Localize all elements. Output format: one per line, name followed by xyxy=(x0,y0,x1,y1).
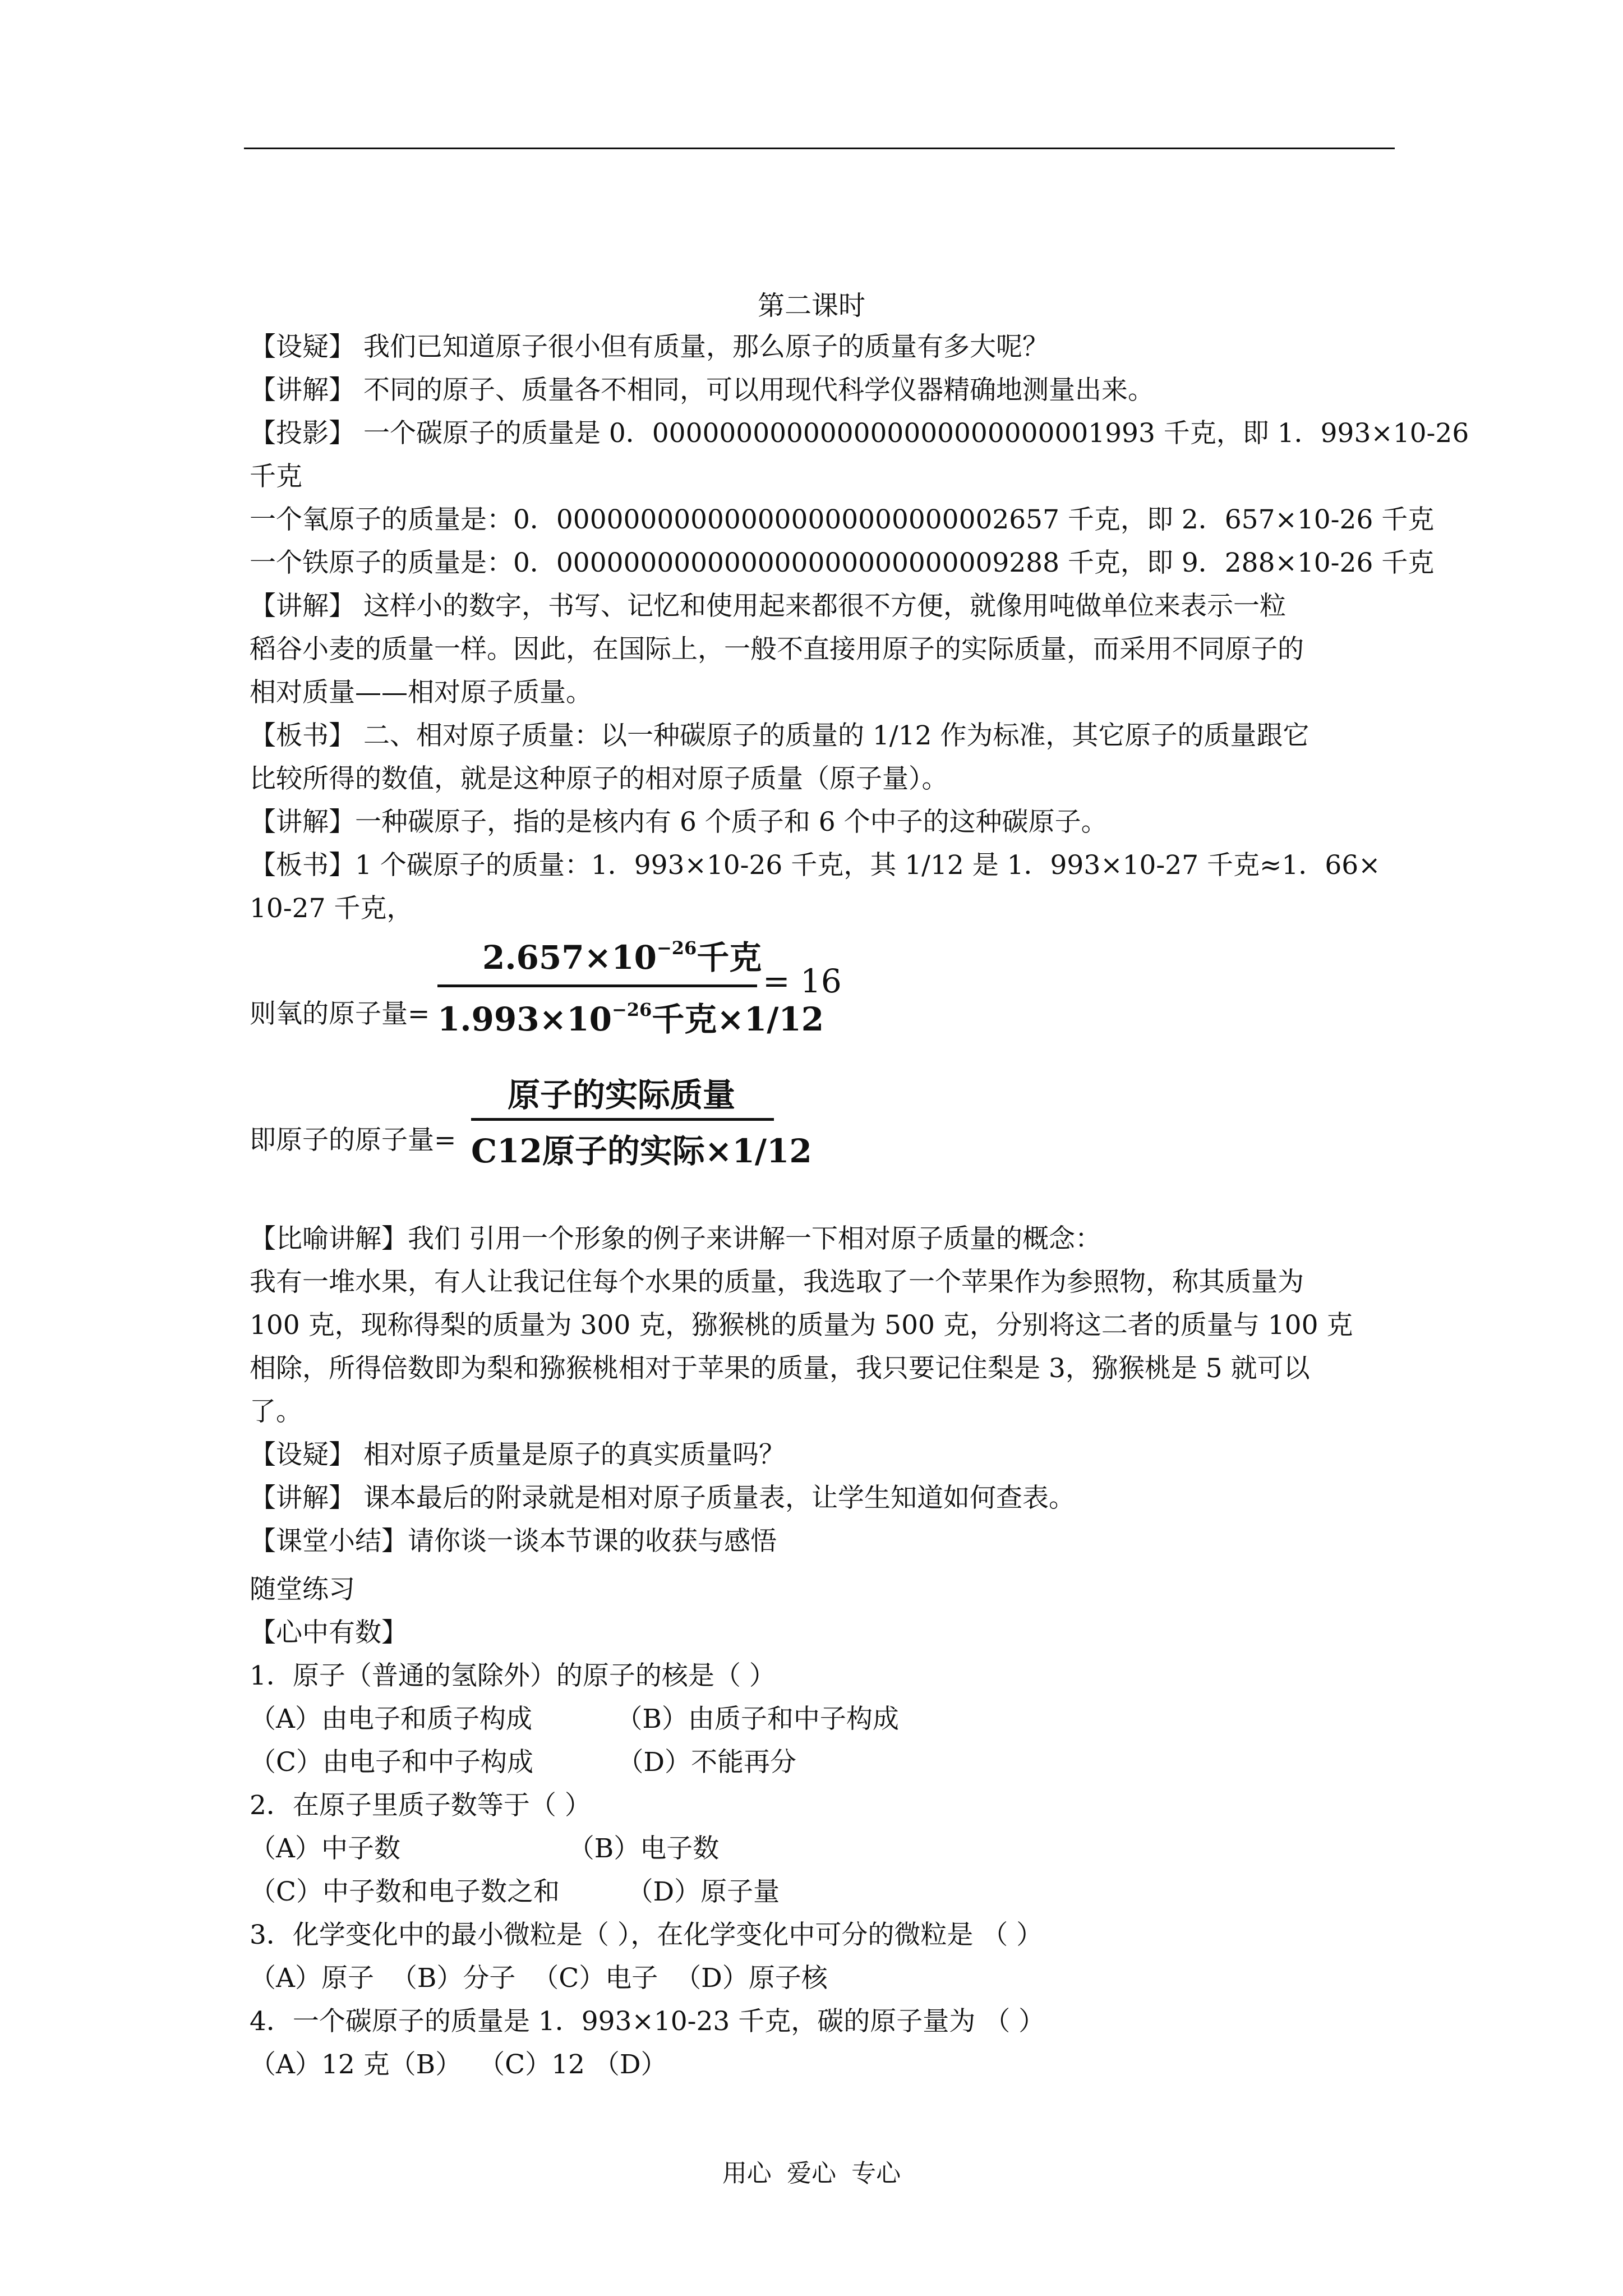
practice-line: 2．在原子里质子数等于（ ） xyxy=(250,1790,591,1821)
intro-line: 一个铁原子的质量是：0．000000000000000000000000009288 千克，即 9．288×10-26 千克 xyxy=(250,547,1435,578)
practice-section xyxy=(250,1568,1405,2086)
practice-line: （A）原子 （B）分子 （C）电子 （D）原子核 xyxy=(250,1963,828,1994)
fraction-bar xyxy=(437,984,757,987)
body-line: 我有一堆水果，有人让我记住每个水果的质量，我选取了一个苹果作为参照物，称其质量为 xyxy=(250,1267,1304,1297)
practice-line: 1．原子（普通的氢除外）的原子的核是（ ） xyxy=(250,1660,776,1691)
intro-line: 千克 xyxy=(250,461,302,492)
practice-line: 3．化学变化中的最小微粒是（ ），在化学变化中可分的微粒是 （ ） xyxy=(250,1920,1043,1950)
intro-line: 一个氧原子的质量是：0．000000000000000000000000002657 千克，即 2．657×10-26 千克 xyxy=(250,504,1435,535)
formula-general-denominator: C12原子的实际×1/12 xyxy=(471,1132,812,1170)
analogy-text xyxy=(250,1217,1405,1563)
intro-line: 稻谷小麦的质量一样。因此，在国际上，一般不直接用原子的实际质量，而采用不同原子的 xyxy=(250,634,1304,665)
practice-line: （A）由电子和质子构成 （B）由质子和中子构成 xyxy=(250,1704,899,1734)
practice-line: （C）中子数和电子数之和 （D）原子量 xyxy=(250,1876,780,1907)
page-title: 第二课时 xyxy=(757,290,865,321)
header-rule xyxy=(244,148,1395,149)
intro-line: 【投影】 一个碳原子的质量是 0．000000000000000000000000001993 千克，即 1．993×10-26 xyxy=(250,418,1469,449)
intro-text xyxy=(250,325,1469,930)
body-line: 【设疑】 相对原子质量是原子的真实质量吗？ xyxy=(250,1439,785,1470)
practice-line: （A）中子数 （B）电子数 xyxy=(250,1833,720,1864)
formula-oxygen-result: = 16 xyxy=(763,962,842,1000)
formula-general-lead: 即原子的原子量= xyxy=(250,1125,457,1156)
intro-line: 【板书】 二、相对原子质量：以一种碳原子的质量的 1/12 作为标准，其它原子的质量跟它 xyxy=(250,720,1310,751)
practice-line: 随堂练习 xyxy=(250,1574,355,1605)
intro-line: 【讲解】 不同的原子、质量各不相同，可以用现代科学仪器精确地测量出来。 xyxy=(250,375,1154,406)
intro-line: 【讲解】一种碳原子，指的是核内有 6 个质子和 6 个中子的这种碳原子。 xyxy=(250,807,1108,838)
body-line: 相除，所得倍数即为梨和猕猴桃相对于苹果的质量，我只要记住梨是 3，猕猴桃是 5 就可以 xyxy=(250,1353,1310,1384)
practice-line: （A）12 克（B） （C）12 （D） xyxy=(250,2049,667,2080)
intro-line: 相对质量——相对原子质量。 xyxy=(250,677,592,708)
intro-line: 【讲解】 这样小的数字，书写、记忆和使用起来都很不方便，就像用吨做单位来表示一粒 xyxy=(250,591,1286,622)
intro-line: 比较所得的数值，就是这种原子的相对原子质量（原子量）。 xyxy=(250,763,948,794)
body-line: 100 克，现称得梨的质量为 300 克，猕猴桃的质量为 500 克，分别将这二者的质量与 100 克 xyxy=(250,1310,1353,1341)
intro-line: 【设疑】 我们已知道原子很小但有质量，那么原子的质量有多大呢？ xyxy=(250,332,1049,362)
fraction-bar xyxy=(471,1118,774,1121)
practice-line: 4．一个碳原子的质量是 1．993×10-23 千克，碳的原子量为 （ ） xyxy=(250,2006,1045,2037)
page-footer: 用心 爱心 专心 xyxy=(722,2159,901,2188)
intro-line: 10-27 千克， xyxy=(250,893,413,924)
formula-oxygen-lead: 则氧的原子量= xyxy=(250,999,430,1029)
body-line: 【比喻讲解】我们 引用一个形象的例子来讲解一下相对原子质量的概念： xyxy=(250,1223,1101,1254)
formula-oxygen-numerator: $2.657\times 10^{-26}$千克 xyxy=(482,937,762,977)
practice-line: （C）由电子和中子构成 （D）不能再分 xyxy=(250,1747,797,1778)
body-line: 了。 xyxy=(250,1396,302,1427)
practice-line: 【心中有数】 xyxy=(250,1617,408,1648)
formula-oxygen-denominator: $1.993\times 10^{-26}$千克×1/12 xyxy=(437,999,824,1038)
body-line: 【课堂小结】请你谈一谈本节课的收获与感悟 xyxy=(250,1526,777,1557)
intro-line: 【板书】1 个碳原子的质量：1．993×10-26 千克，其 1/12 是 1．993×10-27 千克≈1．66× xyxy=(250,850,1381,881)
body-line: 【讲解】 课本最后的附录就是相对原子质量表，让学生知道如何查表。 xyxy=(250,1483,1075,1513)
formula-general-numerator: 原子的实际质量 xyxy=(508,1076,736,1114)
